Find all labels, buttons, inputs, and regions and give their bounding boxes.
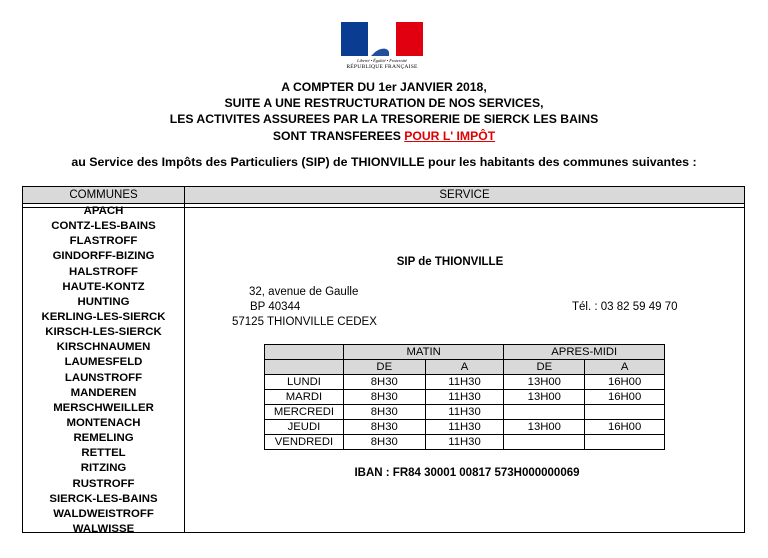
- address-line-3: 57125 THIONVILLE CEDEX: [232, 315, 377, 328]
- header-apres-midi-de: DE: [504, 360, 585, 375]
- commune-item: HAUTE-KONTZ: [62, 280, 145, 293]
- commune-item: APACH: [83, 205, 124, 217]
- address-line-1: 32, avenue de Gaulle: [249, 286, 359, 298]
- hours-corner-cell: [265, 345, 344, 360]
- hours-morning-end: 11H30: [425, 390, 504, 405]
- hours-subheader-row: [265, 360, 665, 375]
- commune-item: SIERCK-LES-BAINS: [49, 492, 158, 505]
- marianne-flag-icon: [341, 22, 423, 56]
- commune-item: REMELING: [73, 432, 134, 445]
- hours-afternoon-end: 16H00: [585, 375, 665, 390]
- commune-item: CONTZ-LES-BAINS: [51, 220, 156, 233]
- hours-day: MARDI: [265, 390, 344, 405]
- commune-item: HALSTROFF: [69, 265, 138, 278]
- hours-corner-cell: [265, 360, 344, 375]
- hours-day: JEUDI: [265, 420, 344, 435]
- heading-line-1: A COMPTER DU 1er JANVIER 2018,: [281, 80, 487, 94]
- hours-day: MERCREDI: [265, 405, 344, 420]
- commune-item: FLASTROFF: [69, 235, 138, 248]
- hours-row: [265, 420, 665, 435]
- heading-line-3: LES ACTIVITES ASSUREES PAR LA TRESORERIE DE SIERCK LES BAINS: [169, 112, 599, 127]
- commune-item: LAUMESFELD: [64, 356, 143, 369]
- header-service: SERVICE: [185, 187, 744, 204]
- header-communes: COMMUNES: [23, 187, 185, 204]
- commune-item: KERLING-LES-SIERCK: [41, 310, 166, 323]
- hours-row: [265, 435, 665, 450]
- hours-morning-start: 8H30: [343, 435, 425, 450]
- heading-line-4: [0, 128, 768, 144]
- hours-afternoon-start: 13H00: [504, 390, 585, 405]
- commune-item: GINDORFF-BIZING: [52, 250, 155, 263]
- hours-afternoon-start: [504, 405, 585, 420]
- sip-phone: Tél. : 03 82 59 49 70: [572, 301, 678, 313]
- header-apres-midi-a: A: [585, 360, 665, 375]
- header-apres-midi: APRES-MIDI: [504, 345, 665, 360]
- commune-item: RETTEL: [81, 447, 126, 460]
- commune-item: MANDEREN: [70, 386, 137, 399]
- hours-morning-end: 11H30: [425, 420, 504, 435]
- heading-line-2: SUITE A UNE RESTRUCTURATION DE NOS SERVICES,: [224, 96, 544, 111]
- hours-morning-start: 8H30: [343, 375, 425, 390]
- hours-row: [265, 375, 665, 390]
- header-separator-right: [185, 204, 744, 208]
- hours-afternoon-end: [585, 405, 665, 420]
- hours-afternoon-end: [585, 435, 665, 450]
- hours-row: [265, 405, 665, 420]
- subline: au Service des Impôts des Particuliers (SIP) de THIONVILLE pour les habitants des communes suivantes :: [71, 155, 697, 169]
- hours-morning-start: 8H30: [343, 420, 425, 435]
- commune-item: MERSCHWEILLER: [53, 401, 154, 414]
- hours-row: [265, 390, 665, 405]
- sip-address: [232, 285, 377, 329]
- republique-francaise-logo: [341, 22, 423, 70]
- hours-afternoon-start: [504, 435, 585, 450]
- iban: IBAN : FR84 30001 00817 573H000000069: [354, 467, 580, 479]
- header-matin: MATIN: [343, 345, 504, 360]
- hours-morning-end: 11H30: [425, 435, 504, 450]
- heading-line-4-prefix: SONT TRANSFEREES: [272, 128, 405, 143]
- hours-day: VENDREDI: [265, 435, 344, 450]
- commune-item: WALDWEISTROFF: [53, 507, 154, 520]
- column-divider: [184, 204, 185, 533]
- commune-item: LAUNSTROFF: [64, 371, 143, 384]
- commune-item: WALWISSE: [72, 522, 135, 535]
- hours-afternoon-start: 13H00: [504, 375, 585, 390]
- commune-item: RUSTROFF: [72, 477, 135, 490]
- hours-header-row: [265, 345, 665, 360]
- hours-afternoon-end: 16H00: [585, 420, 665, 435]
- opening-hours-table: [264, 344, 665, 450]
- heading-highlight: POUR L' IMPÔT: [404, 128, 496, 143]
- logo-motto: Liberté • Égalité • Fraternité: [357, 58, 407, 63]
- hours-afternoon-start: 13H00: [504, 420, 585, 435]
- commune-item: HUNTING: [77, 295, 130, 308]
- hours-morning-start: 8H30: [343, 390, 425, 405]
- hours-morning-start: 8H30: [343, 405, 425, 420]
- commune-item: KIRSCHNAUMEN: [56, 341, 151, 354]
- hours-morning-end: 11H30: [425, 375, 504, 390]
- commune-item: RITZING: [80, 462, 127, 475]
- sip-name: SIP de THIONVILLE: [396, 256, 504, 268]
- logo-country: RÉPUBLIQUE FRANÇAISE: [346, 64, 418, 70]
- commune-item: KIRSCH-LES-SIERCK: [45, 326, 162, 339]
- hours-morning-end: 11H30: [425, 405, 504, 420]
- hours-afternoon-end: 16H00: [585, 390, 665, 405]
- communes-list: [23, 204, 184, 537]
- header-matin-de: DE: [343, 360, 425, 375]
- hours-day: LUNDI: [265, 375, 344, 390]
- header-matin-a: A: [425, 360, 504, 375]
- commune-item: MONTENACH: [66, 416, 141, 429]
- address-line-2: BP 40344: [250, 300, 301, 313]
- announcement-heading: [0, 79, 768, 144]
